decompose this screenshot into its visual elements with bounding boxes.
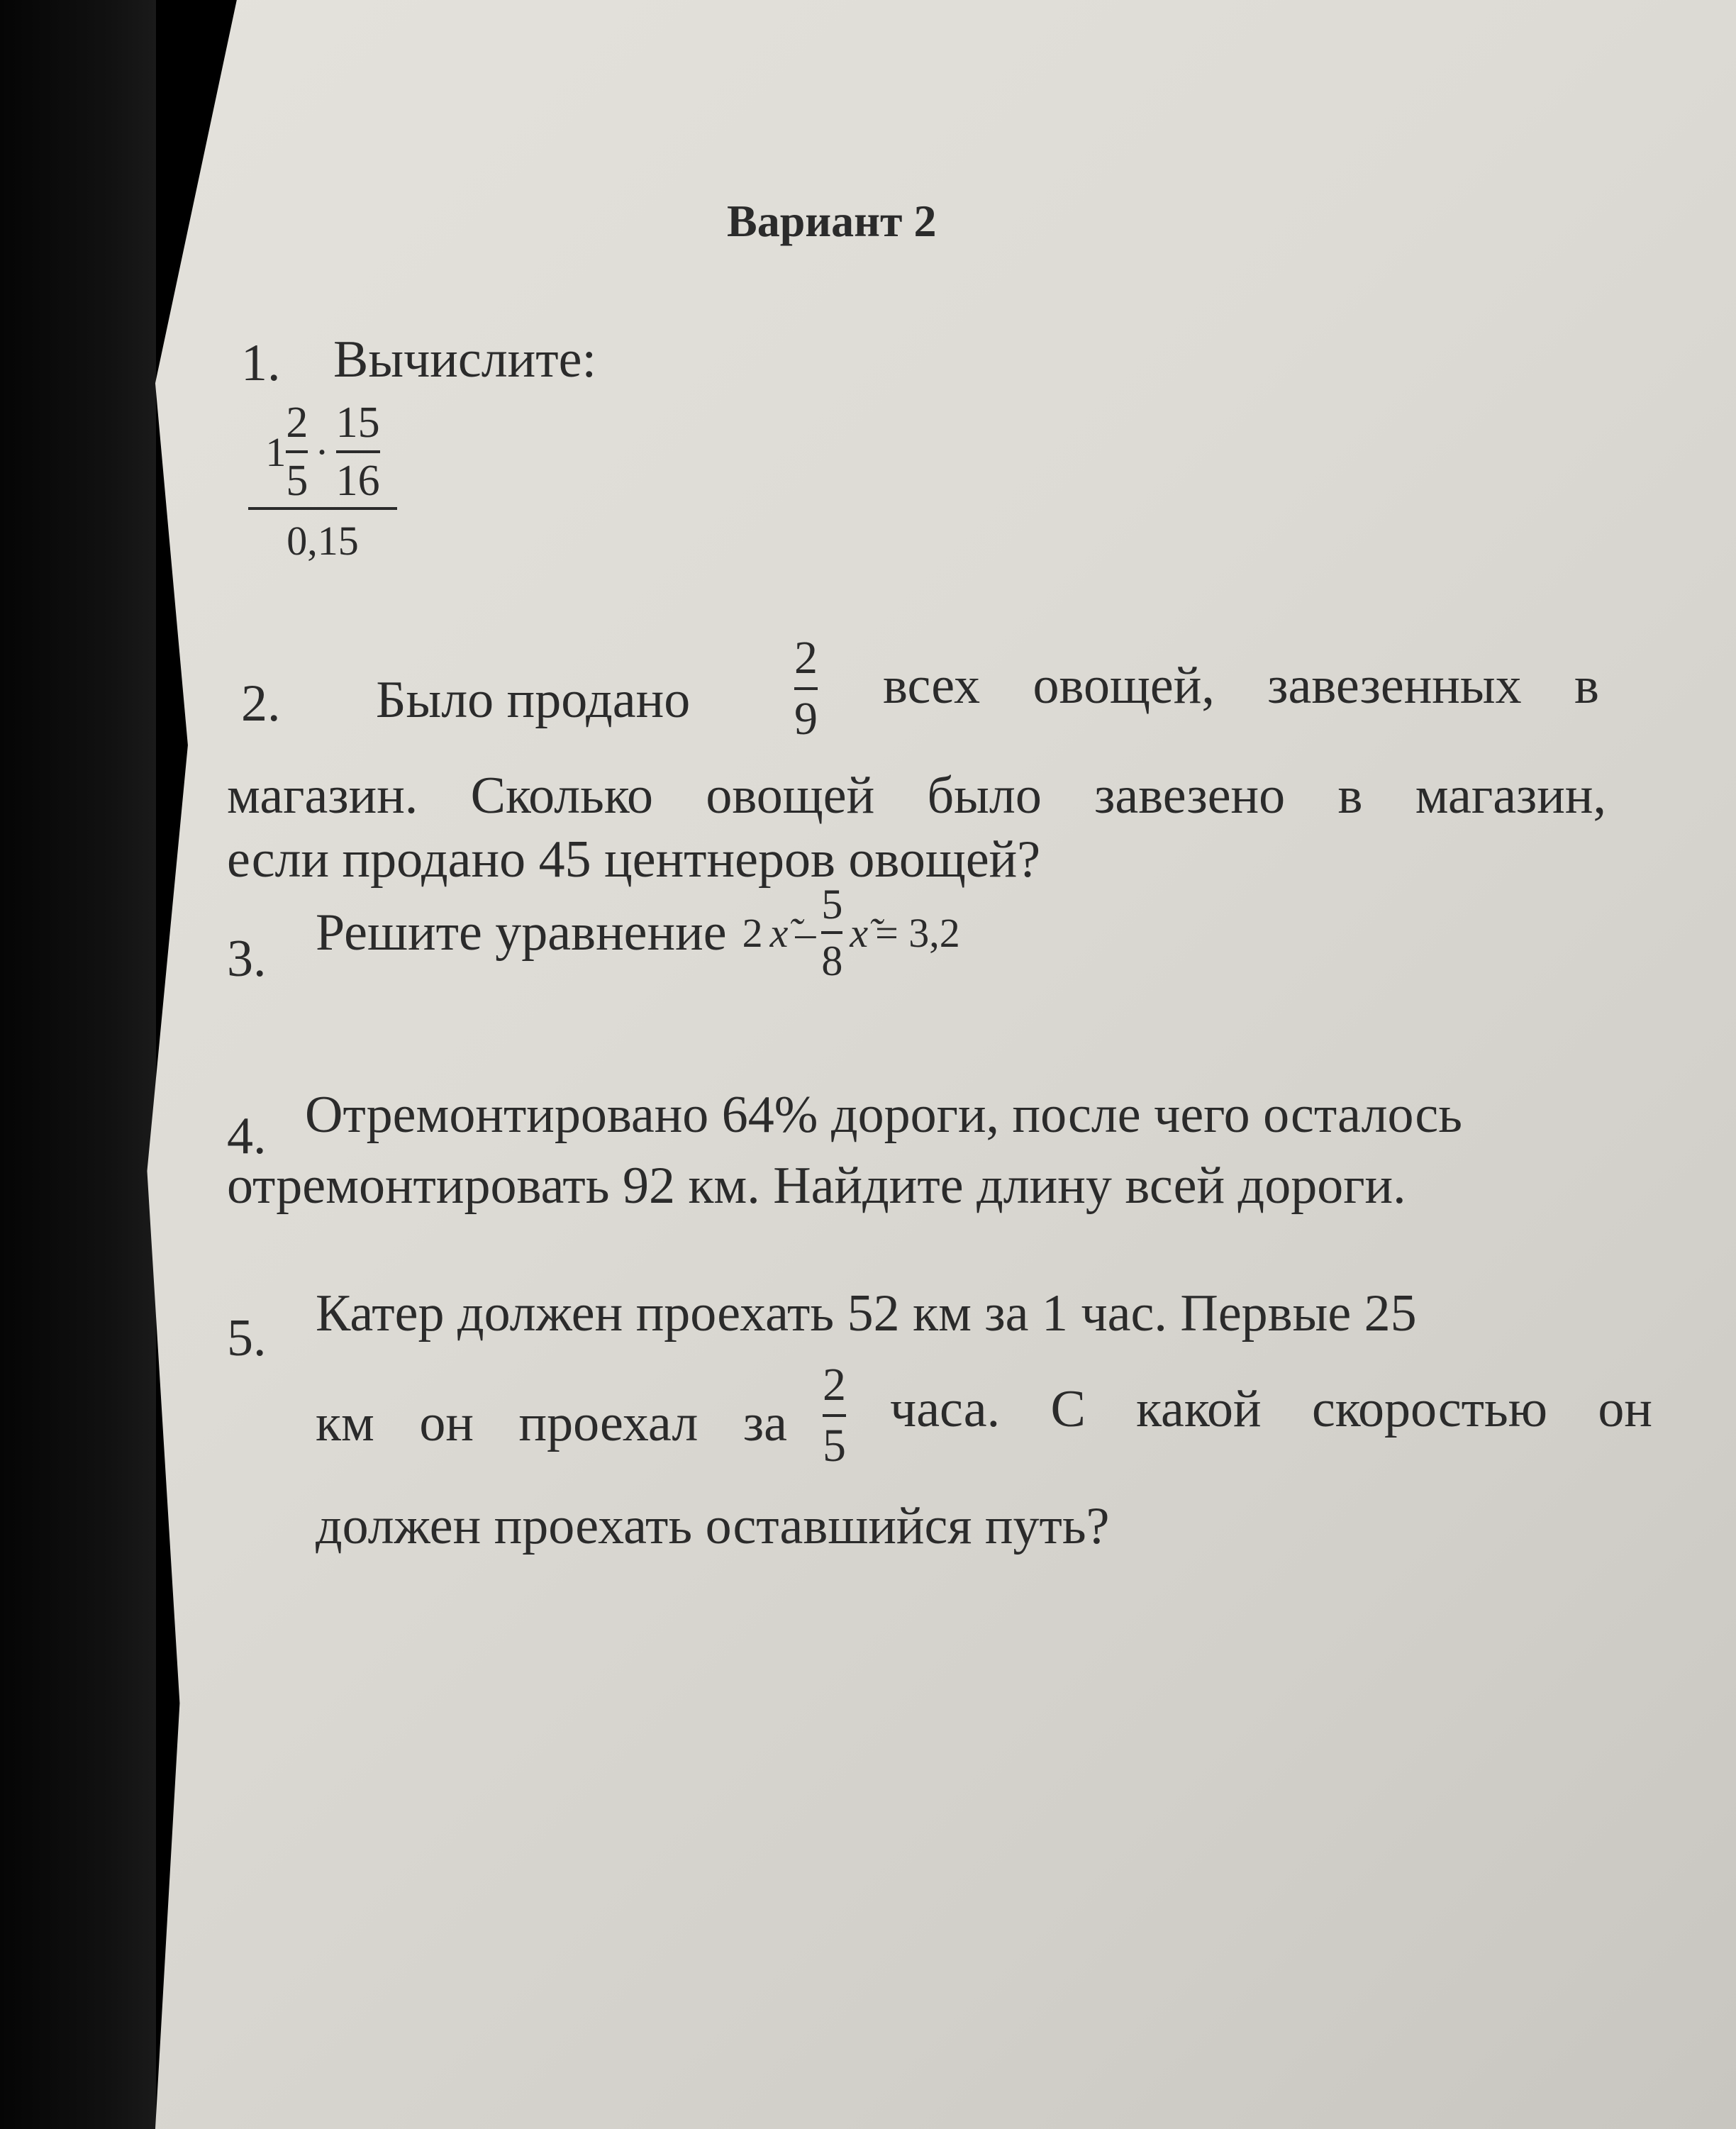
q5-line3: должен проехать оставшийся путь? [316, 1497, 1110, 1555]
q3-frac-num: 5 [821, 881, 843, 928]
q3-var: х̃ [769, 909, 789, 956]
q5-frac-num: 2 [823, 1359, 846, 1411]
q5-word: скоростью [1311, 1380, 1548, 1438]
q3-frac-den: 8 [821, 938, 843, 984]
q1-dot: · [315, 428, 329, 475]
q1-f1-den: 5 [286, 457, 308, 505]
q2-word: всех [883, 657, 981, 715]
q5-word: часа. [890, 1380, 1001, 1438]
q1-f1-num: 2 [286, 399, 308, 447]
fraction-bar [794, 687, 818, 690]
q2-word: магазин, [1415, 767, 1606, 825]
q1-prompt: Вычислите: [333, 330, 597, 389]
q2-text-before: Было продано [376, 671, 691, 729]
q3-fraction [821, 883, 842, 982]
q4-line2: отремонтировать 92 км. Найдите длину всей дороги. [227, 1157, 1406, 1215]
q5-word: проехал [518, 1394, 699, 1452]
q2-line3: если продано 45 центнеров овощей? [227, 830, 1041, 889]
q2-word: магазин. [227, 767, 418, 825]
fraction-bar [286, 450, 308, 453]
q1-f2-den: 16 [335, 457, 380, 505]
q3-number: 3. [227, 930, 267, 988]
q1-divisor: 0,15 [286, 518, 359, 564]
q1-fraction-1 [286, 401, 308, 503]
q2-word: овощей [706, 767, 875, 825]
q2-frac-den: 9 [794, 693, 818, 745]
q5-word: за [742, 1394, 787, 1452]
q2-fraction [794, 632, 818, 745]
q1-whole: 1 [265, 428, 286, 475]
q1-main-bar [248, 507, 397, 510]
q2-word: было [927, 767, 1042, 825]
q5-line2-words [316, 1394, 787, 1454]
q4-number: 4. [227, 1107, 267, 1165]
table-background [0, 0, 156, 2129]
q5-word: какой [1136, 1380, 1262, 1438]
q5-number: 5. [227, 1309, 267, 1367]
q1-f2-num: 15 [335, 399, 380, 447]
q2-line2 [227, 766, 1606, 826]
q5-line1: Катер должен проехать 52 км за 1 час. Первые 25 [316, 1284, 1417, 1343]
q3-rhs: = 3,2 [875, 909, 960, 956]
q2-word: Сколько [470, 767, 654, 825]
q2-word: завезено [1094, 767, 1286, 825]
q4-line1: Отремонтировано 64% дороги, после чего осталось [305, 1086, 1462, 1144]
q5-fraction [823, 1359, 846, 1472]
q5-word: он [419, 1394, 474, 1452]
q1-number: 1. [241, 334, 281, 392]
q1-expression [248, 401, 397, 565]
q2-word: в [1337, 767, 1363, 825]
q3-equation [316, 883, 960, 982]
q3-coef: 2 [742, 909, 763, 956]
q3-text: Решите уравнение [316, 903, 727, 962]
fraction-bar [821, 931, 842, 934]
q1-fraction-2 [336, 401, 380, 503]
q2-word: завезенных [1267, 657, 1522, 715]
fraction-bar [823, 1414, 846, 1417]
q2-frac-num: 2 [794, 632, 818, 684]
q5-line2-rest [890, 1379, 1652, 1440]
q2-number: 2. [241, 674, 281, 733]
fraction-bar [336, 450, 380, 453]
q5-word: С [1050, 1380, 1086, 1438]
q5-frac-den: 5 [823, 1420, 846, 1472]
q5-word: км [316, 1394, 374, 1452]
q3-minus: – [795, 909, 816, 956]
page-title: Вариант 2 [727, 196, 937, 246]
q3-var: х̃ [850, 909, 869, 956]
paper-sheet [106, 0, 1736, 2129]
q5-word: он [1598, 1380, 1652, 1438]
q2-word: овощей, [1033, 657, 1215, 715]
q2-word: в [1574, 657, 1599, 715]
q2-line1-rest [883, 656, 1599, 716]
